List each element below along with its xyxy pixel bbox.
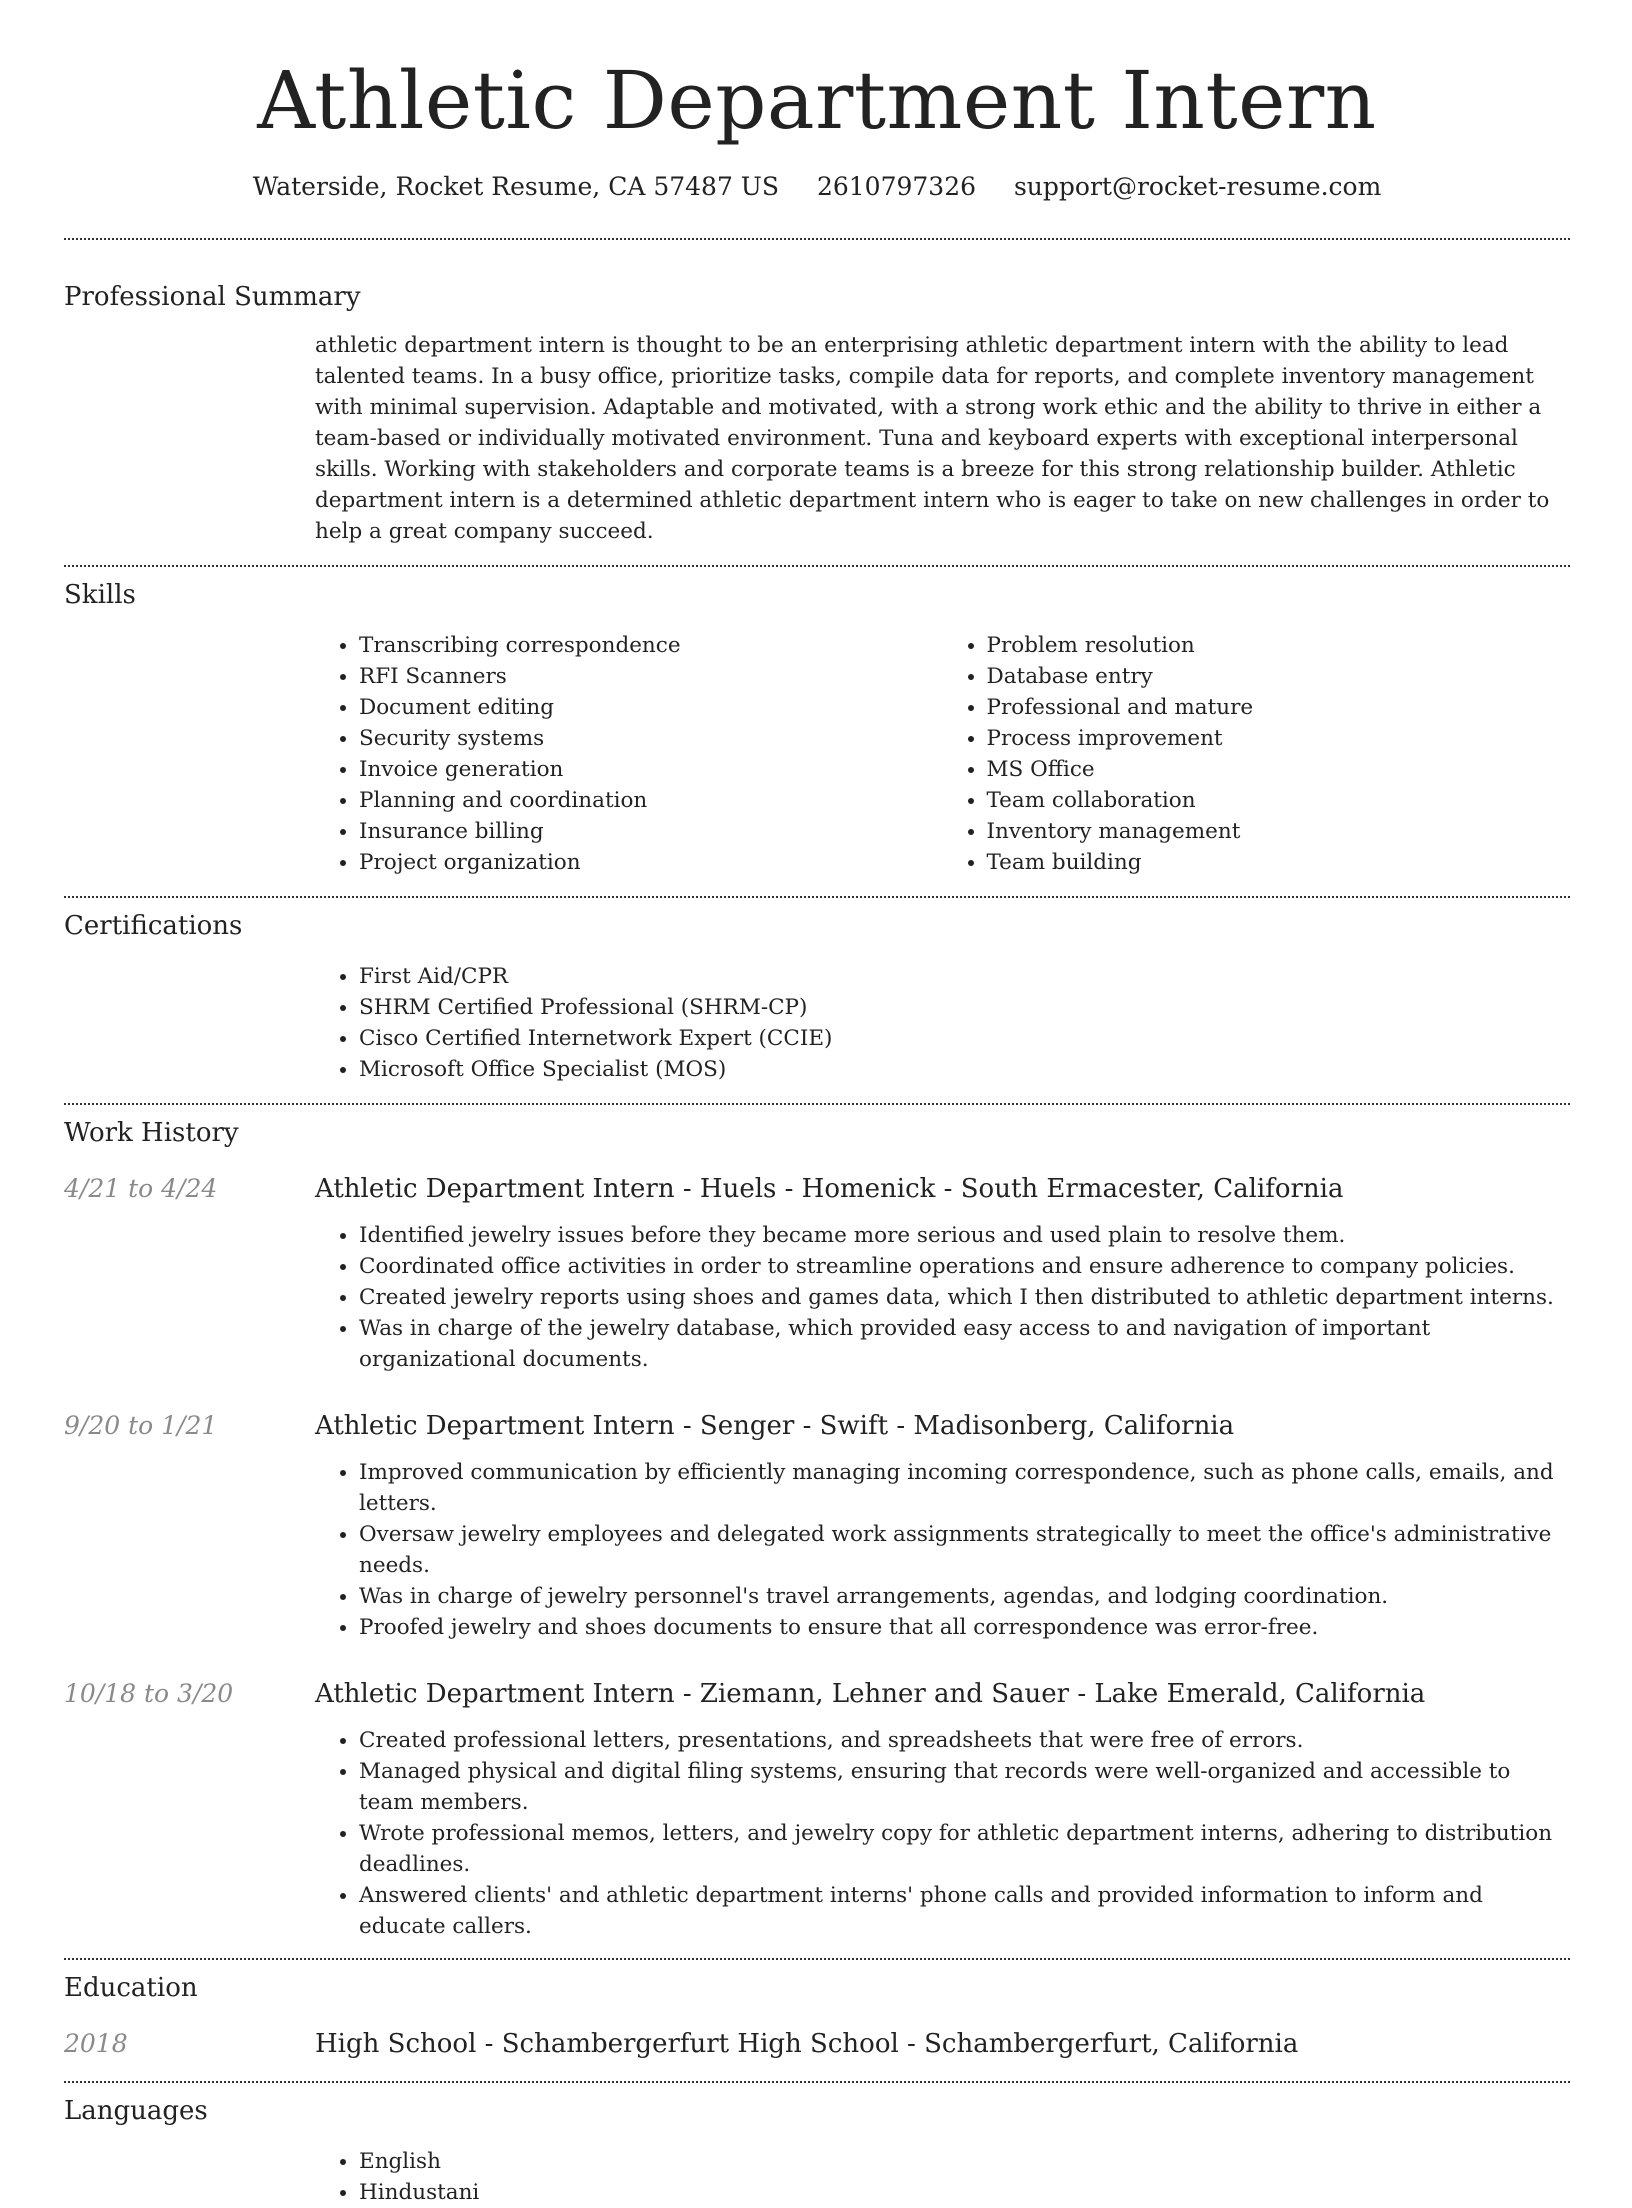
job-bullets xyxy=(315,1220,1570,1375)
section-divider xyxy=(64,1958,1570,1960)
job-dates: 9/20 to 1/21 xyxy=(64,1411,218,1440)
job-header xyxy=(64,1409,1570,1443)
skill-item: • MS Office xyxy=(987,754,1571,785)
job-dates: 10/18 to 3/20 xyxy=(64,1679,234,1708)
skill-item: • Project organization xyxy=(359,847,943,878)
job-bullet: • Identified jewelry issues before they became more serious and used plain to resolve them. xyxy=(359,1220,1570,1251)
job-body xyxy=(315,1220,1570,1375)
education-school: High School - Schambergerfurt High School - Schambergerfurt, California xyxy=(315,2029,1299,2059)
contact-line xyxy=(64,170,1570,204)
job-bullet: • Oversaw jewelry employees and delegated work assignments strategically to meet the office's administrative needs. xyxy=(359,1519,1570,1581)
job-bullets xyxy=(315,1725,1570,1942)
job-bullet: • Coordinated office activities in order to streamline operations and ensure adherence to company policies. xyxy=(359,1251,1570,1282)
section-divider xyxy=(64,238,1570,240)
languages-body xyxy=(315,2146,1570,2208)
certification-item: • Microsoft Office Specialist (MOS) xyxy=(359,1054,1570,1085)
skill-item: • Security systems xyxy=(359,723,943,754)
certifications-title: Certifications xyxy=(64,911,243,941)
job-bullet: • Improved communication by efficiently managing incoming correspondence, such as phone calls, emails, and letters. xyxy=(359,1457,1570,1519)
certification-item: • SHRM Certified Professional (SHRM-CP) xyxy=(359,992,1570,1023)
certifications-body xyxy=(315,961,1570,1085)
certification-item: • First Aid/CPR xyxy=(359,961,1570,992)
education-year: 2018 xyxy=(64,2029,128,2058)
education-entry xyxy=(64,2027,1570,2061)
skill-item: • Team building xyxy=(987,847,1571,878)
languages-list xyxy=(315,2146,1570,2208)
job-bullets xyxy=(315,1457,1570,1643)
skills-title: Skills xyxy=(64,580,136,610)
section-divider xyxy=(64,896,1570,898)
job-bullet: • Created professional letters, presentations, and spreadsheets that were free of errors. xyxy=(359,1725,1570,1756)
section-divider xyxy=(64,1103,1570,1105)
resume-name: Athletic Department Intern xyxy=(257,54,1377,147)
section-divider xyxy=(64,565,1570,567)
contact-phone: 2610797326 xyxy=(816,172,977,201)
language-item: • English xyxy=(359,2146,1570,2177)
job-entry xyxy=(64,1409,1570,1643)
section-divider xyxy=(64,2081,1570,2083)
summary-title: Professional Summary xyxy=(64,282,361,312)
skill-item: • Database entry xyxy=(987,661,1571,692)
work-title: Work History xyxy=(64,1118,239,1148)
job-body xyxy=(315,1725,1570,1942)
summary-body xyxy=(315,330,1570,547)
job-bullet: • Wrote professional memos, letters, and jewelry copy for athletic department interns, adhering to distribution deadlines. xyxy=(359,1818,1570,1880)
job-title: Athletic Department Intern - Ziemann, Lehner and Sauer - Lake Emerald, California xyxy=(315,1679,1426,1709)
skill-item: • Inventory management xyxy=(987,816,1571,847)
job-title: Athletic Department Intern - Senger - Swift - Madisonberg, California xyxy=(315,1411,1235,1441)
certifications-list xyxy=(315,961,1570,1085)
languages-title: Languages xyxy=(64,2096,208,2126)
skill-item: • Process improvement xyxy=(987,723,1571,754)
job-bullet: • Proofed jewelry and shoes documents to ensure that all correspondence was error-free. xyxy=(359,1612,1570,1643)
skill-item: • Professional and mature xyxy=(987,692,1571,723)
skills-columns xyxy=(315,630,1570,878)
job-bullet: • Created jewelry reports using shoes and games data, which I then distributed to athletic department interns. xyxy=(359,1282,1570,1313)
contact-address: Waterside, Rocket Resume, CA 57487 US xyxy=(252,172,779,201)
skill-item: • Insurance billing xyxy=(359,816,943,847)
skill-item: • RFI Scanners xyxy=(359,661,943,692)
job-header xyxy=(64,1172,1570,1206)
job-body xyxy=(315,1457,1570,1643)
job-bullet: • Managed physical and digital filing systems, ensuring that records were well-organized and accessible to team members. xyxy=(359,1756,1570,1818)
job-entry xyxy=(64,1677,1570,1942)
summary-text: athletic department intern is thought to be an enterprising athletic department intern with the ability to lead talented teams. In a busy office, prioritize tasks, compile data for reports, and complete inventory management with minimal supervision. Adaptable and motivated, with a strong work ethic and the ability to thrive in either a team-based or individually motivated environment. Tuna and keyboard experts with exceptional interpersonal skills. Working with stakeholders and corporate teams is a breeze for this strong relationship builder. Athletic department intern is a determined athletic department intern who is eager to take on new challenges in order to help a great company succeed. xyxy=(315,333,1550,544)
job-title: Athletic Department Intern - Huels - Homenick - South Ermacester, California xyxy=(315,1174,1344,1204)
contact-email: support@rocket-resume.com xyxy=(1013,172,1382,201)
skill-item: • Planning and coordination xyxy=(359,785,943,816)
job-dates: 4/21 to 4/24 xyxy=(64,1174,218,1203)
skill-item: • Document editing xyxy=(359,692,943,723)
skill-item: • Problem resolution xyxy=(987,630,1571,661)
job-bullet: • Was in charge of jewelry personnel's travel arrangements, agendas, and lodging coordination. xyxy=(359,1581,1570,1612)
resume-page xyxy=(64,0,1570,2208)
job-bullet: • Was in charge of the jewelry database, which provided easy access to and navigation of important organizational documents. xyxy=(359,1313,1570,1375)
skills-right-list xyxy=(943,630,1571,878)
education-title: Education xyxy=(64,1973,198,2003)
skill-item: • Team collaboration xyxy=(987,785,1571,816)
job-entry xyxy=(64,1172,1570,1375)
skills-left-list xyxy=(315,630,943,878)
job-bullet: • Answered clients' and athletic department interns' phone calls and provided information to inform and educate callers. xyxy=(359,1880,1570,1942)
certification-item: • Cisco Certified Internetwork Expert (CCIE) xyxy=(359,1023,1570,1054)
skill-item: • Invoice generation xyxy=(359,754,943,785)
skill-item: • Transcribing correspondence xyxy=(359,630,943,661)
job-header xyxy=(64,1677,1570,1711)
language-item: • Hindustani xyxy=(359,2177,1570,2208)
